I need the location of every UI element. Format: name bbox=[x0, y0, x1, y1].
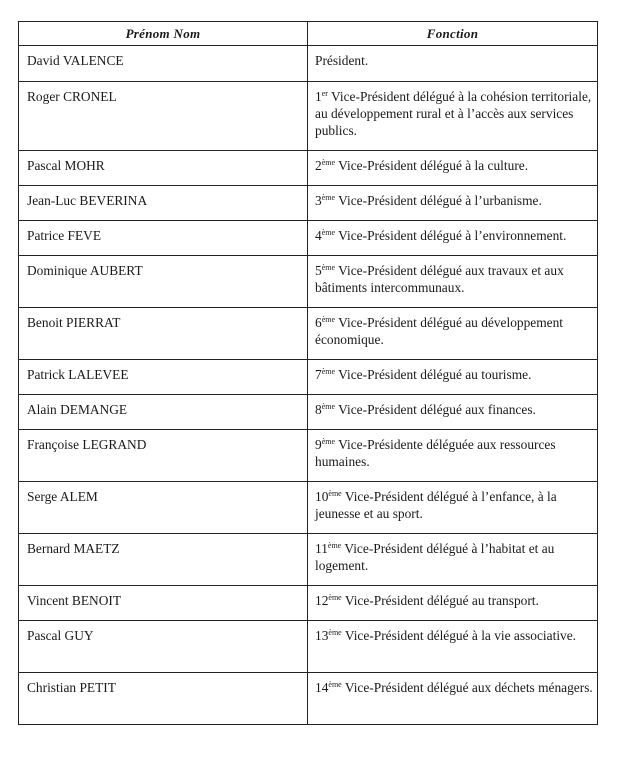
rank-suffix: ème bbox=[328, 593, 342, 602]
person-name: Pascal GUY bbox=[19, 621, 308, 673]
table-row bbox=[19, 308, 598, 360]
officials-table bbox=[18, 21, 598, 725]
table-row bbox=[19, 482, 598, 534]
rank-number: 11 bbox=[315, 541, 328, 556]
rank-number: 13 bbox=[315, 628, 329, 643]
header-row bbox=[19, 22, 598, 46]
person-name: Christian PETIT bbox=[19, 673, 308, 725]
person-name: David VALENCE bbox=[19, 46, 308, 82]
function-text: Vice-Président délégué à la cohésion territoriale, au développement rural et à l’accès aux services publics. bbox=[315, 89, 592, 138]
table-row bbox=[19, 221, 598, 256]
function-cell bbox=[308, 395, 598, 430]
table-body bbox=[19, 46, 598, 725]
rank-suffix: ème bbox=[321, 158, 336, 167]
person-name: Dominique AUBERT bbox=[19, 256, 308, 308]
person-name: Alain DEMANGE bbox=[19, 395, 308, 430]
rank-suffix: ème bbox=[321, 437, 336, 446]
function-text: Vice-Président délégué au développement économique. bbox=[315, 315, 564, 347]
function-cell bbox=[308, 46, 598, 82]
function-cell bbox=[308, 673, 598, 725]
header-name: Prénom Nom bbox=[19, 22, 308, 46]
table-row bbox=[19, 395, 598, 430]
function-text: Vice-Président délégué aux finances. bbox=[335, 402, 536, 417]
table-row bbox=[19, 673, 598, 725]
table-row bbox=[19, 82, 598, 151]
function-cell bbox=[308, 621, 598, 673]
function-text: Vice-Président délégué à l’urbanisme. bbox=[335, 193, 542, 208]
function-cell bbox=[308, 256, 598, 308]
function-cell bbox=[308, 360, 598, 395]
function-text: Vice-Président délégué au transport. bbox=[341, 593, 539, 608]
table-row bbox=[19, 360, 598, 395]
function-text: Vice-Président délégué aux déchets ménagers. bbox=[341, 680, 593, 695]
function-text: Président. bbox=[315, 53, 369, 68]
rank-number: 7 bbox=[315, 367, 322, 382]
rank-suffix: ème bbox=[321, 402, 336, 411]
rank-number: 2 bbox=[315, 158, 322, 173]
person-name: Pascal MOHR bbox=[19, 151, 308, 186]
function-text: Vice-Président délégué à l’habitat et au logement. bbox=[315, 541, 555, 573]
function-cell bbox=[308, 82, 598, 151]
rank-number: 3 bbox=[315, 193, 322, 208]
function-cell bbox=[308, 586, 598, 621]
table-row bbox=[19, 151, 598, 186]
rank-number: 6 bbox=[315, 315, 322, 330]
person-name: Françoise LEGRAND bbox=[19, 430, 308, 482]
rank-number: 10 bbox=[315, 489, 329, 504]
table-row bbox=[19, 621, 598, 673]
table-row bbox=[19, 46, 598, 82]
person-name: Benoit PIERRAT bbox=[19, 308, 308, 360]
function-text: Vice-Président délégué à l’enfance, à la jeunesse et au sport. bbox=[315, 489, 557, 521]
rank-number: 12 bbox=[315, 593, 329, 608]
function-text: Vice-Président délégué à l’environnement. bbox=[335, 228, 567, 243]
person-name: Vincent BENOIT bbox=[19, 586, 308, 621]
function-cell bbox=[308, 430, 598, 482]
rank-number: 4 bbox=[315, 228, 322, 243]
rank-suffix: ème bbox=[327, 541, 342, 550]
person-name: Bernard MAETZ bbox=[19, 534, 308, 586]
rank-number: 1 bbox=[315, 89, 322, 104]
function-text: Vice-Président délégué à la culture. bbox=[335, 158, 529, 173]
person-name: Patrick LALEVEE bbox=[19, 360, 308, 395]
function-cell bbox=[308, 308, 598, 360]
function-cell bbox=[308, 482, 598, 534]
rank-number: 8 bbox=[315, 402, 322, 417]
rank-suffix: ème bbox=[328, 680, 342, 689]
table-row bbox=[19, 256, 598, 308]
rank-suffix: ème bbox=[321, 367, 336, 376]
person-name: Roger CRONEL bbox=[19, 82, 308, 151]
function-text: Vice-Présidente déléguée aux ressources humaines. bbox=[315, 437, 556, 469]
function-cell bbox=[308, 221, 598, 256]
function-text: Vice-Président délégué à la vie associative. bbox=[341, 628, 577, 643]
table-row bbox=[19, 586, 598, 621]
table-row bbox=[19, 430, 598, 482]
rank-suffix: ème bbox=[321, 193, 336, 202]
rank-suffix: ème bbox=[321, 315, 336, 324]
rank-suffix: ème bbox=[328, 489, 342, 498]
function-cell bbox=[308, 151, 598, 186]
rank-suffix: ème bbox=[321, 228, 336, 237]
rank-number: 9 bbox=[315, 437, 322, 452]
rank-suffix: er bbox=[321, 89, 328, 98]
rank-suffix: ème bbox=[328, 628, 342, 637]
person-name: Patrice FEVE bbox=[19, 221, 308, 256]
function-cell bbox=[308, 534, 598, 586]
header-function: Fonction bbox=[308, 22, 598, 46]
person-name: Serge ALEM bbox=[19, 482, 308, 534]
function-cell bbox=[308, 186, 598, 221]
rank-suffix: ème bbox=[321, 263, 336, 272]
function-text: Vice-Président délégué aux travaux et aux bâtiments intercommunaux. bbox=[315, 263, 564, 295]
table-row bbox=[19, 186, 598, 221]
rank-number: 5 bbox=[315, 263, 322, 278]
person-name: Jean-Luc BEVERINA bbox=[19, 186, 308, 221]
rank-number: 14 bbox=[315, 680, 329, 695]
function-text: Vice-Président délégué au tourisme. bbox=[335, 367, 532, 382]
table-row bbox=[19, 534, 598, 586]
